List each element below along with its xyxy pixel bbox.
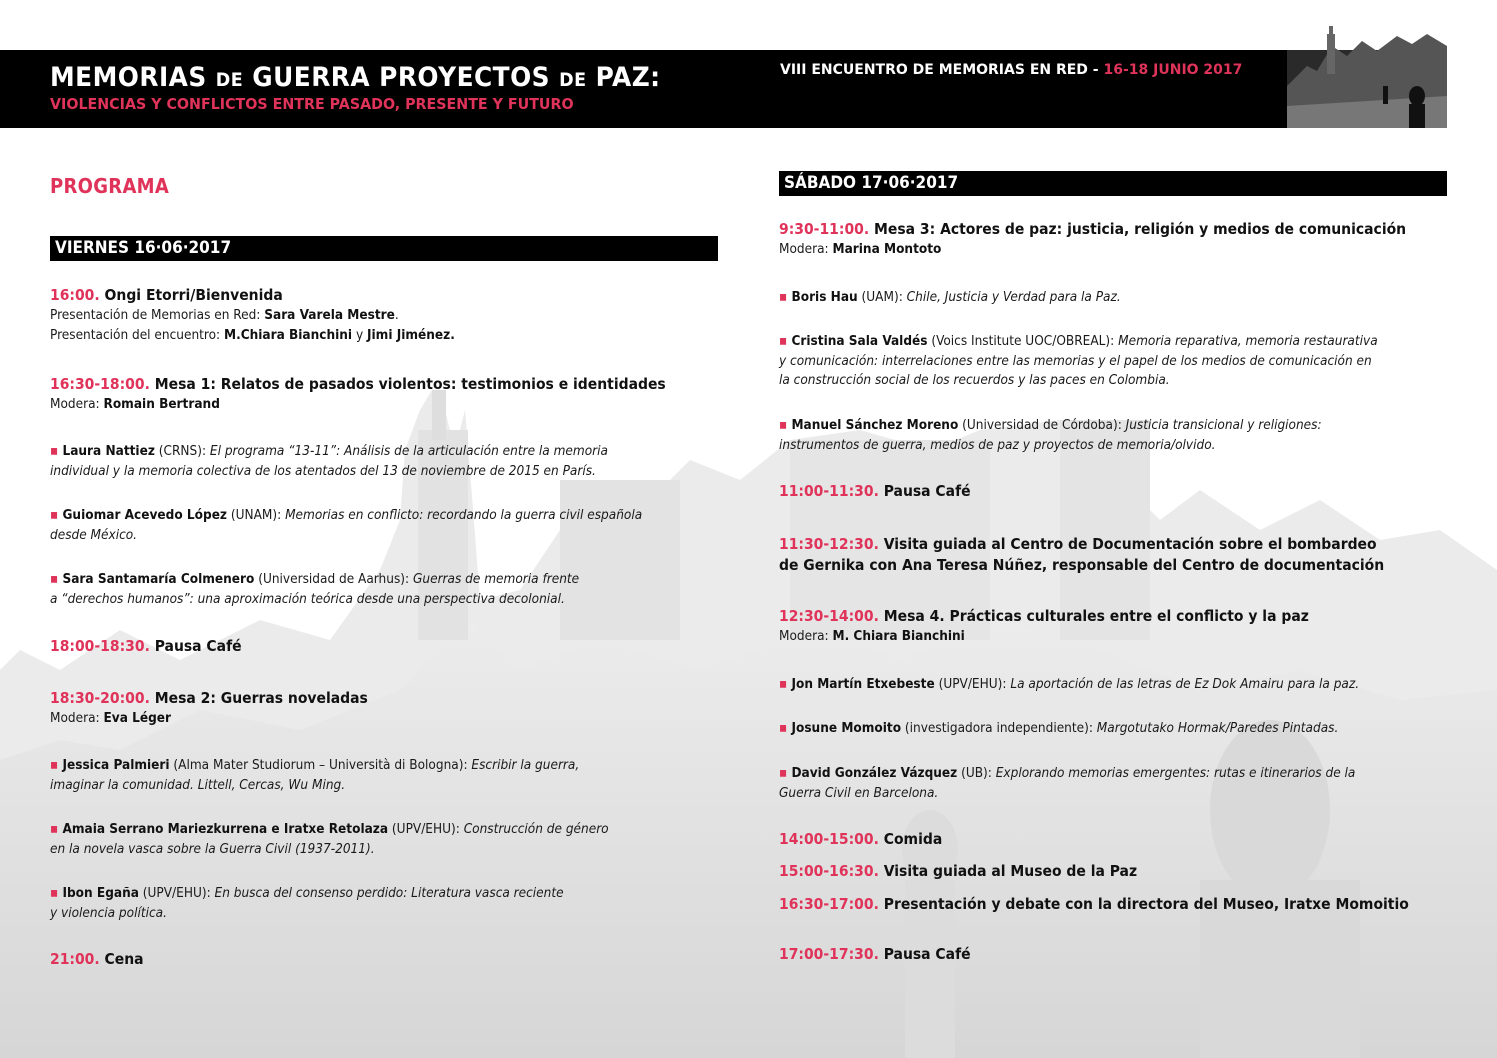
friday-item-pausa: 18:00-18:30. Pausa Café <box>50 637 242 655</box>
saturday-talk-hau: ▪ Boris Hau (UAM): Chile, Justicia y Verdad para la Paz. <box>779 289 1121 305</box>
event-title: VIII ENCUENTRO DE MEMORIAS EN RED - 16-18 JUNIO 2017 <box>780 62 1243 78</box>
friday-item-welcome: 16:00. Ongi Etorri/Bienvenida Presentación de Memorias en Red: Sara Varela Mestre. Presentación del encuentro: M.Chiara Bianchini y Jimi Jiménez. <box>50 286 455 343</box>
friday-item-mesa2: 18:30-20:00. Mesa 2: Guerras noveladas Modera: Eva Léger <box>50 689 368 726</box>
saturday-talk-sala: ▪ Cristina Sala Valdés (Voics Institute UOC/OBREAL): Memoria reparativa, memoria restaurativa y comunicación: interrelaciones entre las memorias y el papel de los medios de comunicación en la construcción social de los recuerdos y las paces en Colombia. <box>779 333 1378 388</box>
page-subtitle: VIOLENCIAS Y CONFLICTOS ENTRE PASADO, PRESENTE Y FUTURO <box>50 95 574 113</box>
saturday-item-comida: 14:00-15:00. Comida <box>779 830 943 848</box>
saturday-talk-sanchez: ▪ Manuel Sánchez Moreno (Universidad de Córdoba): Justicia transicional y religiones: instrumentos de guerra, medios de paz y proyectos de memoria/olvido. <box>779 417 1322 453</box>
header-ruins-photo <box>1287 26 1447 128</box>
programa-heading: PROGRAMA <box>50 174 170 198</box>
saturday-item-pausa2: 17:00-17:30. Pausa Café <box>779 945 971 963</box>
saturday-item-debate: 16:30-17:00. Presentación y debate con la directora del Museo, Iratxe Momoitio <box>779 895 1409 913</box>
friday-talk-acevedo: ▪ Guiomar Acevedo López (UNAM): Memorias en conflicto: recordando la guerra civil española desde México. <box>50 507 643 543</box>
friday-band: VIERNES 16·06·2017 <box>50 236 718 261</box>
friday-talk-palmieri: ▪ Jessica Palmieri (Alma Mater Studiorum – Università di Bologna): Escribir la guerra, imaginar la comunidad. Littell, Cercas, Wu Ming. <box>50 757 580 793</box>
saturday-talk-momoito: ▪ Josune Momoito (investigadora independiente): Margotutako Hormak/Paredes Pintadas. <box>779 720 1339 736</box>
friday-talk-egana: ▪ Ibon Egaña (UPV/EHU): En busca del consenso perdido: Literatura vasca reciente y violencia política. <box>50 885 564 921</box>
saturday-item-mesa4: 12:30-14:00. Mesa 4. Prácticas culturales entre el conflicto y la paz Modera: M. Chiara Bianchini <box>779 607 1309 644</box>
saturday-talk-gonzalez: ▪ David González Vázquez (UB): Explorando memorias emergentes: rutas e itinerarios de la Guerra Civil en Barcelona. <box>779 765 1356 801</box>
friday-item-mesa1: 16:30-18:00. Mesa 1: Relatos de pasados violentos: testimonios e identidades Modera: Romain Bertrand <box>50 375 666 412</box>
saturday-item-pausa1: 11:00-11:30. Pausa Café <box>779 482 971 500</box>
friday-talk-serrano: ▪ Amaia Serrano Mariezkurrena e Iratxe Retolaza (UPV/EHU): Construcción de género en la novela vasca sobre la Guerra Civil (1937-2011). <box>50 821 609 857</box>
saturday-talk-martin: ▪ Jon Martín Etxebeste (UPV/EHU): La aportación de las letras de Ez Dok Amairu para la paz. <box>779 676 1360 692</box>
friday-talk-nattiez: ▪ Laura Nattiez (CRNS): El programa “13-11”: Análisis de la articulación entre la memoria individual y la memoria colectiva de los atentados del 13 de noviembre de 2015 en París. <box>50 443 608 479</box>
saturday-item-museo: 15:00-16:30. Visita guiada al Museo de la Paz <box>779 862 1138 880</box>
page-title: MEMORIAS DE GUERRA PROYECTOS DE PAZ: <box>50 62 661 93</box>
friday-talk-santamaria: ▪ Sara Santamaría Colmenero (Universidad de Aarhus): Guerras de memoria frente a “derechos humanos”: una aproximación teórica desde una perspectiva decolonial. <box>50 571 580 607</box>
friday-item-cena: 21:00. Cena <box>50 950 144 968</box>
saturday-item-visita-gernika: 11:30-12:30. Visita guiada al Centro de Documentación sobre el bombardeo de Gernika con Ana Teresa Núñez, responsable del Centro de documentación <box>779 535 1385 574</box>
saturday-item-mesa3: 9:30-11:00. Mesa 3: Actores de paz: justicia, religión y medios de comunicación Modera: Marina Montoto <box>779 220 1407 257</box>
saturday-band: SÁBADO 17·06·2017 <box>779 171 1447 196</box>
